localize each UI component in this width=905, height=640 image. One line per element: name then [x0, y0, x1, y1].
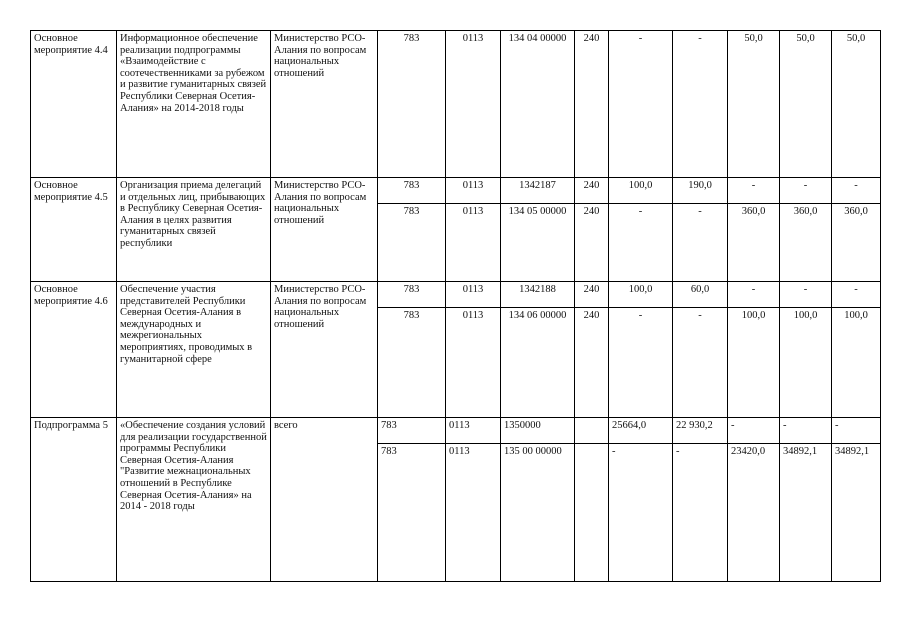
y2018-cell: 360,0 [832, 204, 881, 282]
table-row [31, 178, 881, 204]
measure-description: «Обеспечение создания условий для реализации государственной программы Республики Северная Осетия-Алания "Развитие межнациональных отношений в Республике Северная Осетия-Алания» на 2014 - 2018 годы [117, 418, 271, 582]
rzpr-cell: 0113 [446, 282, 501, 308]
csr-cell: 134 04 00000 [501, 31, 575, 178]
vr-cell: 240 [575, 282, 609, 308]
y2014-cell: - [609, 308, 673, 418]
csr-cell: 134 05 00000 [501, 204, 575, 282]
table-row [31, 418, 881, 444]
measure-name: Основное мероприятие 4.6 [31, 282, 117, 418]
y2014-cell: - [609, 444, 673, 582]
y2016-cell: - [728, 418, 780, 444]
measure-name: Основное мероприятие 4.4 [31, 31, 117, 178]
vr-cell [575, 418, 609, 444]
executor: всего [271, 418, 378, 582]
measure-description: Информационное обеспечение реализации подпрограммы «Взаимодействие с соотечественниками за рубежом и развитие гуманитарных связей Республики Северная Осетия-Алания» на 2014-2018 годы [117, 31, 271, 178]
y2015-cell: 22 930,2 [673, 418, 728, 444]
rzpr-cell: 0113 [446, 418, 501, 444]
measure-description: Обеспечение участия представителей Республики Северная Осетия-Алания в международных и межрегиональных мероприятиях, проводимых в гуманитарной сфере [117, 282, 271, 418]
y2016-cell: - [728, 178, 780, 204]
y2017-cell: - [780, 282, 832, 308]
y2017-cell: - [780, 178, 832, 204]
y2014-cell: 25664,0 [609, 418, 673, 444]
grbs-cell: 783 [378, 178, 446, 204]
table-row [31, 31, 881, 178]
y2015-cell: - [673, 31, 728, 178]
y2015-cell: 190,0 [673, 178, 728, 204]
csr-cell: 135 00 00000 [501, 444, 575, 582]
rzpr-cell: 0113 [446, 31, 501, 178]
grbs-cell: 783 [378, 204, 446, 282]
vr-cell: 240 [575, 204, 609, 282]
y2015-cell: 60,0 [673, 282, 728, 308]
csr-cell: 1342187 [501, 178, 575, 204]
grbs-cell: 783 [378, 282, 446, 308]
measure-description: Организация приема делегаций и отдельных лиц, прибывающих в Республику Северная Осетия-Алания в целях развития гуманитарных связей республики [117, 178, 271, 282]
csr-cell: 1350000 [501, 418, 575, 444]
budget-table [30, 30, 881, 582]
csr-cell: 1342188 [501, 282, 575, 308]
y2018-cell: 34892,1 [832, 444, 881, 582]
y2018-cell: - [832, 282, 881, 308]
table-row [31, 282, 881, 308]
y2017-cell: 34892,1 [780, 444, 832, 582]
executor: Министерство РСО-Алания по вопросам национальных отношений [271, 31, 378, 178]
vr-cell: 240 [575, 31, 609, 178]
y2017-cell: 360,0 [780, 204, 832, 282]
vr-cell [575, 444, 609, 582]
y2016-cell: 50,0 [728, 31, 780, 178]
rzpr-cell: 0113 [446, 178, 501, 204]
executor: Министерство РСО-Алания по вопросам национальных отношений [271, 178, 378, 282]
budget-table-page [30, 30, 881, 582]
y2015-cell: - [673, 444, 728, 582]
grbs-cell: 783 [378, 308, 446, 418]
vr-cell: 240 [575, 308, 609, 418]
y2014-cell: 100,0 [609, 178, 673, 204]
grbs-cell: 783 [378, 444, 446, 582]
rzpr-cell: 0113 [446, 204, 501, 282]
grbs-cell: 783 [378, 418, 446, 444]
y2018-cell: - [832, 418, 881, 444]
y2015-cell: - [673, 204, 728, 282]
vr-cell: 240 [575, 178, 609, 204]
y2016-cell: 23420,0 [728, 444, 780, 582]
y2014-cell: 100,0 [609, 282, 673, 308]
measure-name: Подпрограмма 5 [31, 418, 117, 582]
y2018-cell: 100,0 [832, 308, 881, 418]
y2016-cell: 360,0 [728, 204, 780, 282]
measure-name: Основное мероприятие 4.5 [31, 178, 117, 282]
y2014-cell: - [609, 204, 673, 282]
grbs-cell: 783 [378, 31, 446, 178]
y2018-cell: 50,0 [832, 31, 881, 178]
y2014-cell: - [609, 31, 673, 178]
y2015-cell: - [673, 308, 728, 418]
y2017-cell: 50,0 [780, 31, 832, 178]
csr-cell: 134 06 00000 [501, 308, 575, 418]
y2018-cell: - [832, 178, 881, 204]
rzpr-cell: 0113 [446, 444, 501, 582]
y2016-cell: - [728, 282, 780, 308]
y2017-cell: 100,0 [780, 308, 832, 418]
rzpr-cell: 0113 [446, 308, 501, 418]
executor: Министерство РСО-Алания по вопросам национальных отношений [271, 282, 378, 418]
y2016-cell: 100,0 [728, 308, 780, 418]
y2017-cell: - [780, 418, 832, 444]
